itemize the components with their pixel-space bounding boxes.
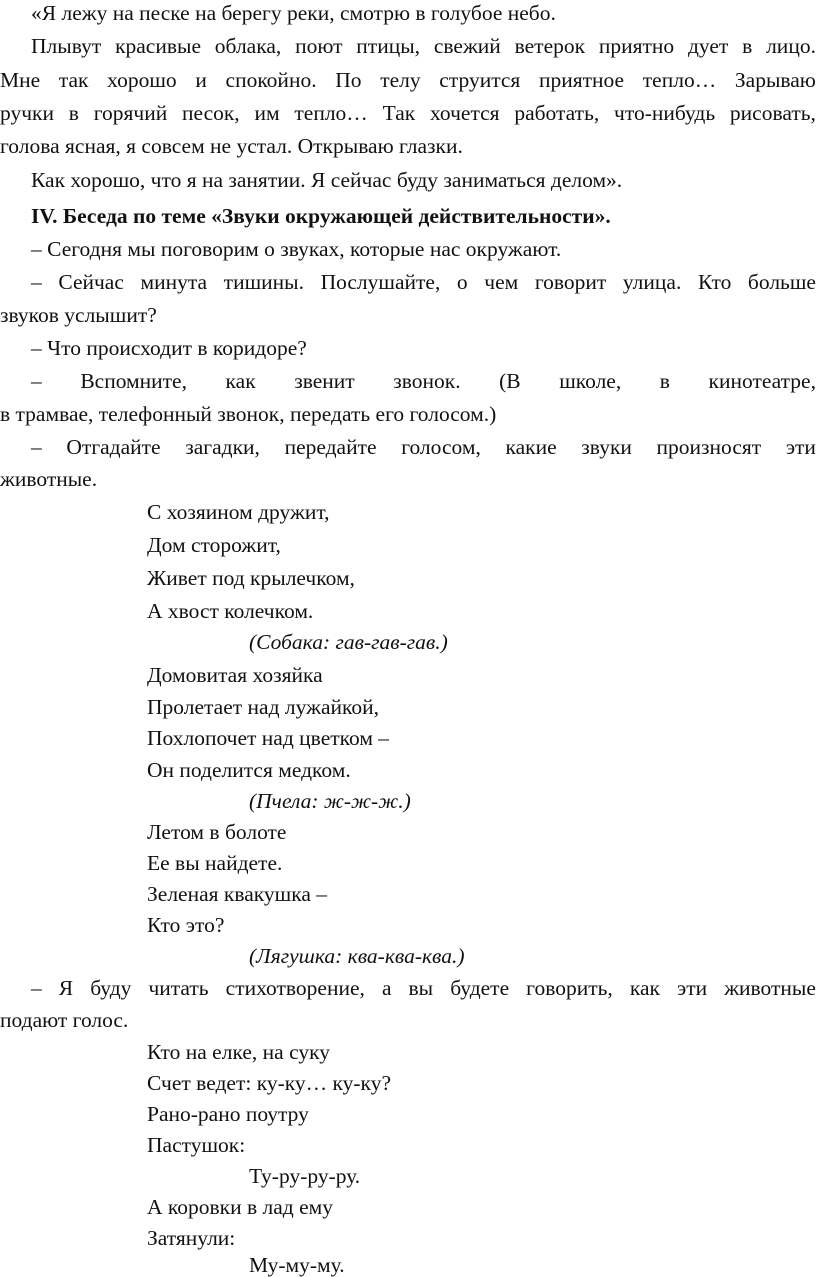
riddle1-line-4: А хвост колечком.: [147, 599, 314, 623]
word: вы: [408, 976, 434, 1000]
poem-line-2: Счет ведет: ку-ку… ку-ку?: [147, 1071, 391, 1095]
word: Отгадайте: [66, 435, 161, 459]
riddle3-line-3: Зеленая квакушка –: [147, 882, 327, 906]
word: загадки,: [185, 435, 260, 459]
word: эти: [677, 976, 708, 1000]
riddle2-line-3: Похлопочет над цветком –: [147, 726, 390, 750]
section-heading: IV. Беседа по теме «Звуки окружающей действительности».: [31, 204, 611, 228]
word: как: [629, 976, 660, 1000]
word: телу: [380, 68, 421, 92]
intro-line-4: [0, 103, 816, 125]
word: –: [31, 270, 42, 294]
riddle3-line-1: Летом в болоте: [147, 820, 287, 844]
word: передайте: [284, 435, 377, 459]
word: звуки: [581, 435, 632, 459]
word: голосом,: [401, 435, 481, 459]
word: кинотеатре,: [708, 369, 816, 393]
poem-line-4: Пастушок:: [147, 1133, 246, 1157]
riddle1-line-2: Дом сторожит,: [147, 533, 281, 557]
poem-intro-line-2: подают голос.: [0, 1008, 129, 1032]
intro-line-2: [31, 36, 816, 58]
dialog-line-7: [31, 437, 816, 459]
riddle2-line-1: Домовитая хозяйка: [147, 663, 323, 687]
word: лицо.: [766, 34, 816, 58]
riddle3-line-2: Ее вы найдете.: [147, 851, 283, 875]
riddle2-line-2: Пролетает над лужайкой,: [147, 695, 379, 719]
word: чем: [484, 270, 519, 294]
dialog-line-3: звуков услышит?: [0, 303, 157, 327]
intro-line-5: голова ясная, я совсем не устал. Открываю глазки.: [0, 134, 463, 158]
riddle3-line-4: Кто это?: [147, 913, 225, 937]
word: стихотворение,: [225, 976, 365, 1000]
word: больше: [747, 270, 816, 294]
word: будете: [450, 976, 510, 1000]
poem-line-6: А коровки в лад ему: [147, 1195, 333, 1219]
word: животные: [724, 976, 816, 1000]
riddle1-answer: (Собака: гав-гав-гав.): [249, 630, 448, 654]
poem-line-7: Затянули:: [147, 1226, 236, 1250]
word: в: [659, 369, 670, 393]
dialog-line-1: – Сегодня мы поговорим о звуках, которые нас окружают.: [31, 237, 562, 261]
word: Мне: [0, 68, 41, 92]
word: ветерок: [514, 34, 586, 58]
word: Кто: [697, 270, 732, 294]
poem-line-5: Ту-ру-ру-ру.: [249, 1164, 361, 1188]
dialog-line-5: [31, 371, 816, 393]
intro-line-6: Как хорошо, что я на занятии. Я сейчас буду заниматься делом».: [31, 168, 623, 192]
word: Зарываю: [734, 68, 816, 92]
word: Плывут: [31, 34, 102, 58]
word: минута: [140, 270, 208, 294]
word: Послушайте,: [320, 270, 441, 294]
word: улица.: [622, 270, 682, 294]
word: хочется: [429, 101, 500, 125]
word: Так: [382, 101, 416, 125]
word: хорошо: [107, 68, 177, 92]
word: дует: [687, 34, 729, 58]
word: приятное: [538, 68, 625, 92]
word: говорить,: [526, 976, 613, 1000]
word: что-нибудь: [614, 101, 716, 125]
riddle2-answer: (Пчела: ж-ж-ж.): [249, 789, 411, 813]
word: читать: [148, 976, 209, 1000]
word: школе,: [559, 369, 622, 393]
riddle2-line-4: Он поделится медком.: [147, 758, 351, 782]
poem-intro-line-1: [31, 978, 816, 1000]
word: (В: [499, 369, 521, 393]
intro-line-3: [0, 70, 816, 92]
poem-line-8: Му-му-му.: [249, 1253, 345, 1277]
word: красивые: [115, 34, 201, 58]
poem-line-1: Кто на елке, на суку: [147, 1040, 330, 1064]
word: им: [254, 101, 280, 125]
word: Вспомните,: [80, 369, 187, 393]
word: говорит: [534, 270, 607, 294]
riddle1-line-1: С хозяином дружит,: [147, 500, 330, 524]
word: облака,: [214, 34, 282, 58]
word: в: [68, 101, 79, 125]
word: и: [195, 68, 207, 92]
word: работать,: [514, 101, 600, 125]
word: горячий: [93, 101, 168, 125]
word: тепло…: [642, 68, 717, 92]
word: какие: [505, 435, 557, 459]
word: струится: [439, 68, 521, 92]
word: тишины.: [223, 270, 304, 294]
word: спокойно.: [225, 68, 317, 92]
word: ручки: [0, 101, 54, 125]
intro-line-1: «Я лежу на песке на берегу реки, смотрю в голубое небо.: [31, 1, 556, 25]
word: а: [381, 976, 392, 1000]
word: птицы,: [356, 34, 421, 58]
word: в: [742, 34, 753, 58]
word: По: [335, 68, 362, 92]
word: звонок.: [393, 369, 461, 393]
word: Я: [58, 976, 74, 1000]
word: песок,: [181, 101, 240, 125]
word: поют: [295, 34, 343, 58]
word: приятно: [598, 34, 675, 58]
word: тепло…: [294, 101, 368, 125]
word: о: [456, 270, 468, 294]
word: произносят: [656, 435, 762, 459]
dialog-line-4: – Что происходит в коридоре?: [31, 336, 307, 360]
word: –: [31, 976, 42, 1000]
riddle1-line-3: Живет под крылечком,: [147, 566, 355, 590]
word: рисовать,: [729, 101, 816, 125]
dialog-line-2: [31, 272, 816, 294]
poem-line-3: Рано-рано поутру: [147, 1102, 309, 1126]
word: буду: [90, 976, 132, 1000]
riddle3-answer: (Лягушка: ква-ква-ква.): [249, 944, 465, 968]
word: звенит: [294, 369, 355, 393]
word: –: [31, 435, 42, 459]
word: эти: [785, 435, 816, 459]
word: так: [58, 68, 89, 92]
dialog-line-8: животные.: [0, 467, 98, 491]
word: свежий: [433, 34, 501, 58]
word: Сейчас: [58, 270, 124, 294]
dialog-line-6: в трамвае, телефонный звонок, передать его голосом.): [0, 402, 497, 426]
word: –: [31, 369, 42, 393]
word: как: [225, 369, 256, 393]
